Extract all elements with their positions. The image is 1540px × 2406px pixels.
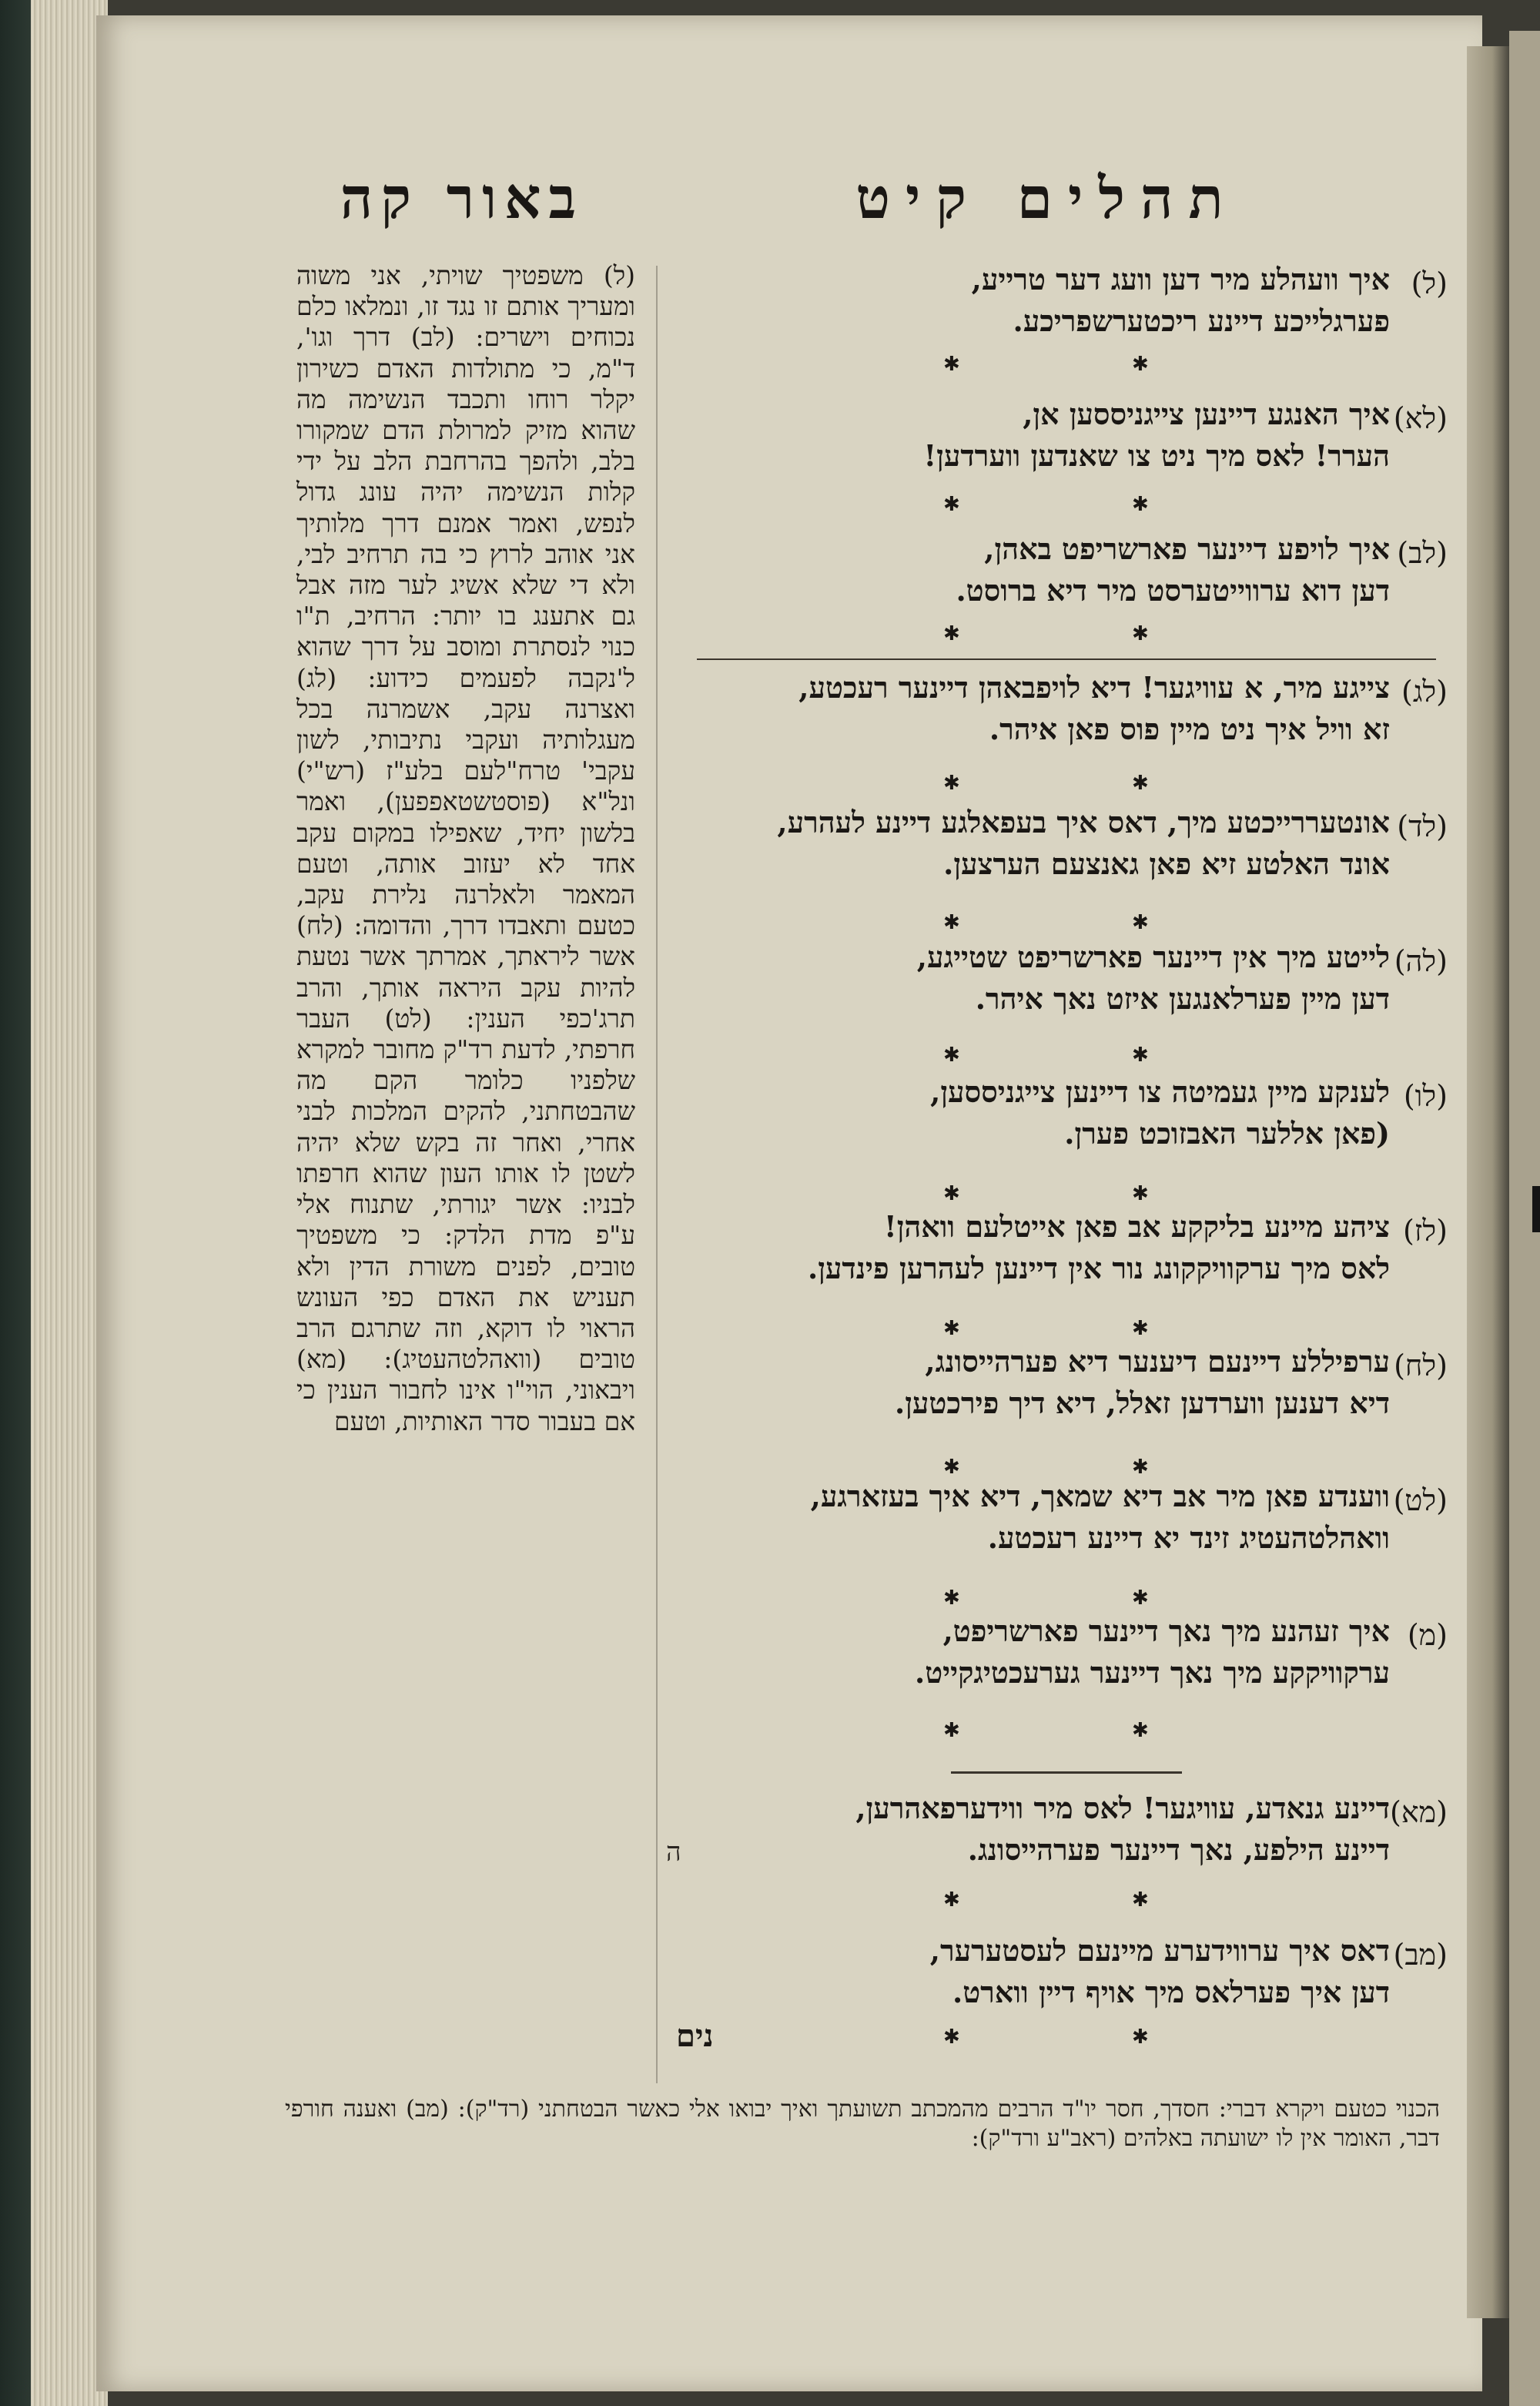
verse-line-2: ערקוויקקע מיך נאך דיינער גערעכטיגקייט. [914, 1655, 1390, 1690]
book-binding [0, 0, 34, 2406]
column-divider [656, 266, 658, 2083]
star-ornament: ✱ [943, 493, 960, 516]
star-ornament: ✱ [1132, 493, 1149, 516]
star-ornament: ✱ [1132, 353, 1149, 376]
verse-number: (מ) [1407, 1618, 1448, 1652]
verse-line-1: דיינע גנאדע, עוויגער! לאס מיר ווידערפאהרען, [855, 1791, 1390, 1825]
verse-line-1: לייטע מיך אין דיינער פארשריפט שטייגע, [916, 940, 1390, 974]
verse-number: (לד) [1397, 809, 1448, 843]
star-ornament: ✱ [943, 1587, 960, 1610]
verse-line-2: (פאן אללער האבזוכט פערן. [1064, 1116, 1390, 1151]
verse-line-1: ווענדע פאן מיר אב דיא שמאך, דיא איך בעזארגע, [810, 1479, 1390, 1513]
verse-line-1: לענקע מיין געמיטה צו דיינען צייגניססען, [930, 1074, 1390, 1109]
verse-separator [697, 658, 1436, 660]
verse-line-1: אונטעררייכטע מיך, דאס איך בעפאלגע דיינע לעהרע, [777, 805, 1390, 839]
verse-line-1: ציהע מיינע בליקקע אב פאן אייטלעם וואהן! [884, 1209, 1390, 1244]
footnote-text: הכנוי כטעם ויקרא דברי: חסדך, חסר יו"ד הרבים מהמכתב תשועתך ואיך יבואו אלי כאשר הבטחתני (רד"ק): (מב) ואענה חורפי דבר, האומר אין לו ישועתה באלהים (ראב"ע ורד"ק): [285, 2096, 1440, 2152]
star-ornament: ✱ [1132, 2026, 1149, 2049]
verse-line-2: הערר! לאס מיך ניט צו שאנדען ווערדען! [923, 438, 1390, 473]
footnote [285, 2095, 1440, 2153]
verse-line-2: דיינע הילפע, נאך דיינער פערהייסונג. [967, 1832, 1390, 1867]
star-ornament: ✱ [1132, 1044, 1149, 1067]
verse-line-1: איך לויפע דיינער פארשריפט באהן, [984, 531, 1390, 566]
verse-number: (ל) [1411, 266, 1448, 300]
running-title-commentary: באור קה [340, 166, 584, 232]
star-ornament: ✱ [943, 911, 960, 934]
facing-page-mark [1532, 1186, 1540, 1232]
verse-line-2: פערגלייכע דיינע ריכטערשפריכע. [1013, 303, 1390, 338]
star-ornament: ✱ [943, 772, 960, 795]
star-ornament: ✱ [943, 1888, 960, 1912]
verse-line-2: דען דוא ערווייטערסט מיר דיא ברוסט. [956, 573, 1390, 608]
verse-line-1: צייגע מיר, א עוויגער! דיא לויפבאהן דיינער רעכטע, [798, 670, 1390, 705]
star-ornament: ✱ [1132, 622, 1149, 645]
verse-number: (לג) [1401, 675, 1448, 709]
star-ornament: ✱ [943, 1719, 960, 1742]
verse-line-2: דען מיין פערלאנגען איזט נאך איהר. [975, 981, 1390, 1016]
verse-line-2: וואהלטהעטיג זינד יא דיינע רעכטע. [987, 1520, 1390, 1555]
verse-line-2: דען איך פערלאס מיך אויף דיין ווארט. [952, 1975, 1390, 2009]
catchword: נים [676, 2018, 714, 2054]
star-ornament: ✱ [943, 353, 960, 376]
star-ornament: ✱ [943, 1182, 960, 1205]
verse-line-2: זא וויל איך ניט מיין פוס פאן איהר. [989, 712, 1390, 746]
section-rule [951, 1771, 1182, 1774]
star-ornament: ✱ [943, 2026, 960, 2049]
star-ornament: ✱ [1132, 1888, 1149, 1912]
star-ornament: ✱ [1132, 911, 1149, 934]
verse-number: (לה) [1394, 944, 1448, 978]
star-ornament: ✱ [1132, 1182, 1149, 1205]
verse-number: (לז) [1402, 1214, 1448, 1248]
verse-number: (לא) [1393, 401, 1448, 435]
star-ornament: ✱ [1132, 1587, 1149, 1610]
verse-line-2: דיא דענען ווערדען זאלל, דיא דיך פירכטען. [895, 1386, 1390, 1420]
verse-line-2: אונד האלטע זיא פאן גאנצעם הערצען. [943, 846, 1390, 881]
verse-line-1: איך האנגע דיינען צייגניססען אן, [1023, 397, 1390, 431]
page-gutter [1467, 46, 1509, 2318]
verse-number: (לב) [1397, 536, 1448, 570]
star-ornament: ✱ [943, 1317, 960, 1340]
verse-line-1: ערפיללע דיינעם דיענער דיא פערהייסונג, [925, 1344, 1390, 1379]
verse-number: (מב) [1393, 1938, 1448, 1972]
commentary-text: (ל) משפטיך שויתי, אני משוה ומעריך אותם זו נגד זו, ונמלאו כלם נכוחים וישרים: (לב) דרך וגו', ד"מ, כי מתולדות האדם כשירון יקלר רוחו ותכבד הנשימה מה שהוא מזיק למרולת הדם שמקורו בלב, ולהפך בהרחבת הלב על ידי קלות הנשימה יהיה עונג גדול לנפש, ואמר אמנם דרך מלותיך אני אוהב לרוץ כי בה תרחיב לבי, ולא די שלא אשיג לער מזה אבל גם אתענג בו יותר: הרחיב, ת"ו כנוי לנסתרת ומוסב על דרך שהוא ל'נקבה לפעמים כידוע: (לג) ואצרנה עקב, אשמרנה בכל מעגלותיה ועקבי נתיבותי, לשון עקבי' טרח"לעם בלע"ז (רש"י) ונל"א (פוסטשטאפפען), ואמר בלשון יחיד, שאפילו במקום עקב אחד לא יעזוב אותה, וטעם המאמר ולאלרנה נלירת עקב, כטעם ותאבדו דרך, והדומה: (לח) אשר ליראתך, אמרתך אשר נטעת להיות עקב היראה אותך, והרב תרג'כפי הענין: (לט) העבר חרפתי, לדעת רד"ק מחובר למקרא שלפניו כלומר הקם מה שהבטחתני, להקים המלכות לבני אחרי, ואחר זה בקש שלא יהיה לשטן לו אותו העון שהוא חרפתו לבניו: אשר יגורתי, שתנוח אלי ע"פ מדת הלדק: כי משפטיך טובים, לפנים משורת הדין ולא תעניש את האדם כפי העונש הראוי לו דוקא, וזה שתרגם הרב טובים (וואהלטהעטיג): (מא) ויבאוני, הוי"ו אינו לחבור הענין כי אם בעבור סדר האותיות, וטעם [296, 260, 635, 1436]
verse-number: (לח) [1394, 1349, 1448, 1382]
verse-line-2: לאס מיך ערקוויקקונג נור אין דיינען לעהרען פינדען. [808, 1251, 1390, 1285]
star-ornament: ✱ [943, 1044, 960, 1067]
star-ornament: ✱ [1132, 1317, 1149, 1340]
star-ornament: ✱ [943, 622, 960, 645]
verse-number: (לו) [1403, 1079, 1448, 1113]
verse-line-1: דאס איך ערווידערע מיינעם לעסטערער, [929, 1933, 1390, 1968]
verse-number: (מא) [1390, 1795, 1448, 1829]
star-ornament: ✱ [1132, 1456, 1149, 1479]
running-title-psalms: תהלים קיט [855, 166, 1239, 232]
star-ornament: ✱ [1132, 772, 1149, 795]
star-ornament: ✱ [1132, 1719, 1149, 1742]
verse-number: (לט) [1393, 1483, 1448, 1517]
star-ornament: ✱ [943, 1456, 960, 1479]
verse-line-1: איך וועהלע מיר דען וועג דער טרייע, [971, 262, 1390, 297]
margin-glyph: ה [666, 1837, 681, 1868]
commentary-column [296, 260, 635, 1437]
verse-line-1: איך זעהנע מיך נאך דיינער פארשריפט, [942, 1613, 1390, 1648]
